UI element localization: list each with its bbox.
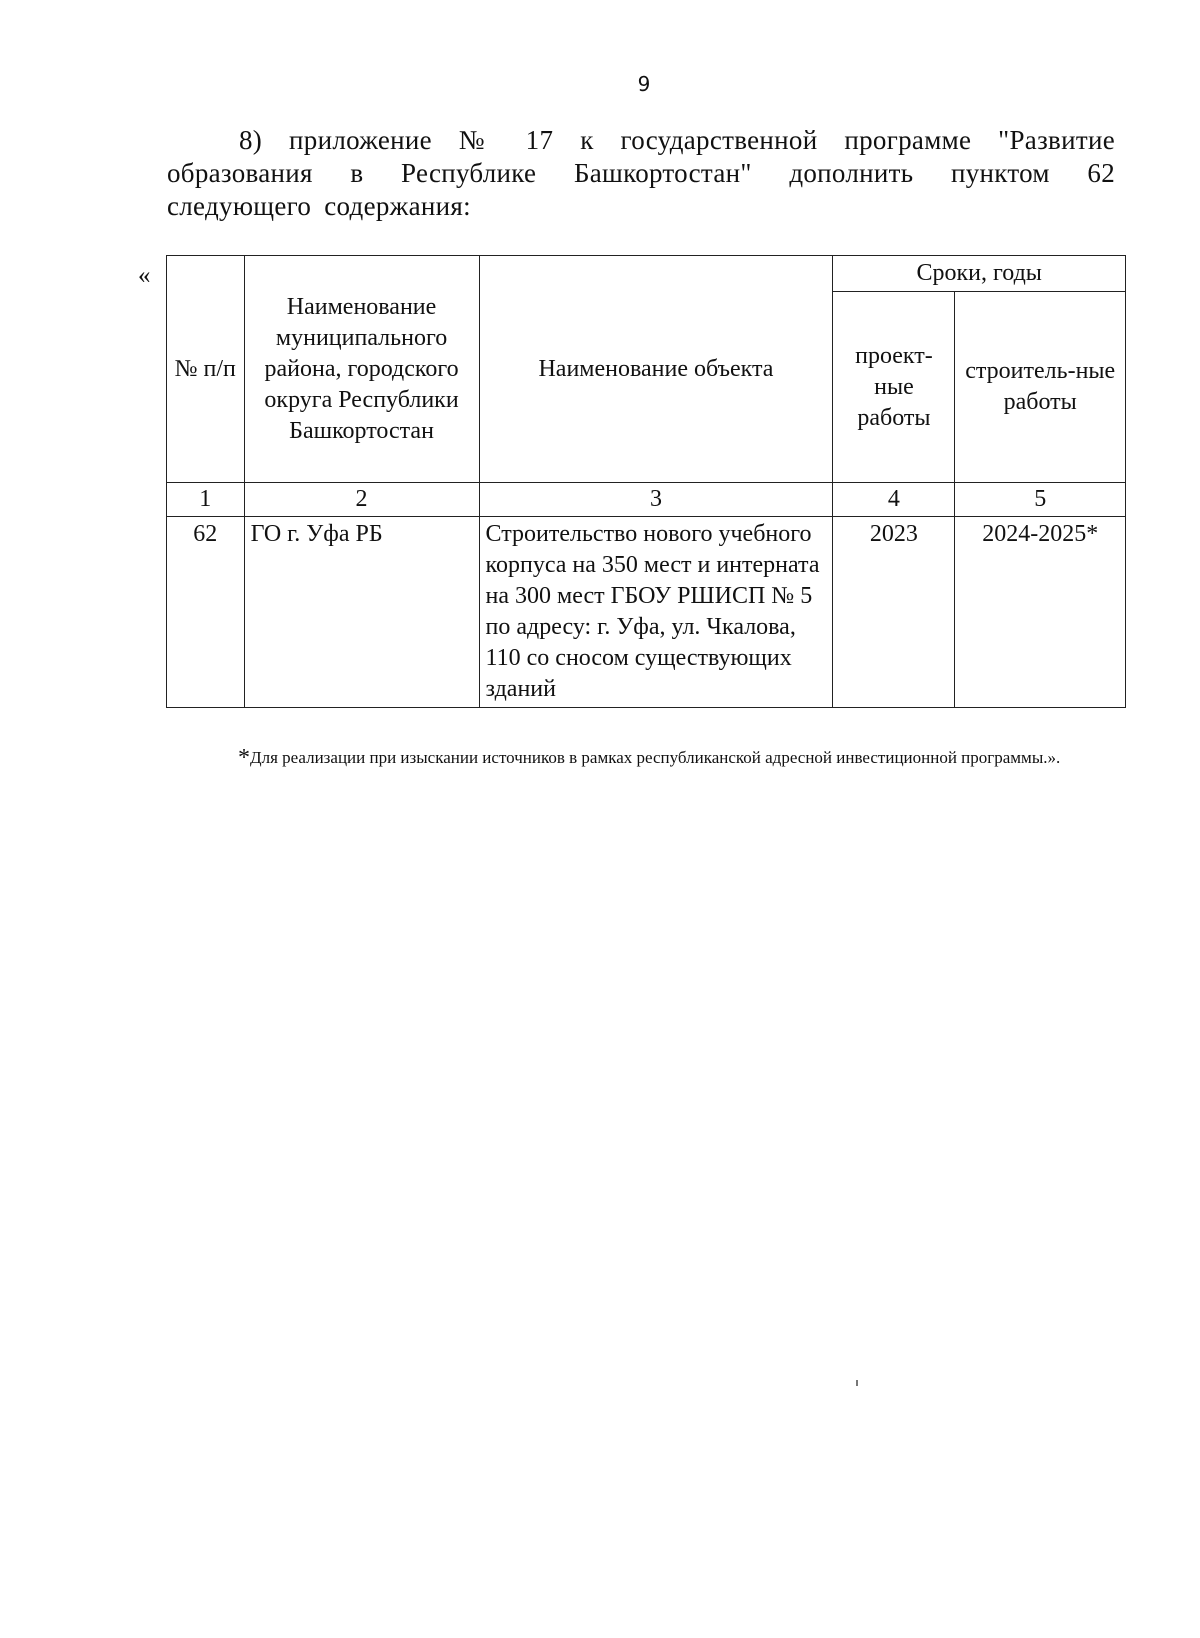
row-num: 62 [167,517,245,708]
header-district: Наименование муниципального района, городского округа Республики Башкортостан [244,256,479,483]
footnote-star: * [238,745,250,771]
column-number-1: 1 [167,483,245,517]
row-district: ГО г. Уфа РБ [244,517,479,708]
intro-paragraph: 8) приложение № 17 к государственной программе "Развитие образования в Республике Башкортостан" дополнить пунктом 62 следующего содержания: [167,125,1115,221]
footnote [166,733,1126,783]
row-construction-years: 2024-2025* [955,517,1126,708]
column-number-5: 5 [955,483,1126,517]
column-number-4: 4 [833,483,955,517]
row-object: Строительство нового учебного корпуса на 350 мест и интерната на 300 мест ГБОУ РШИСП № 5 по адресу: г. Уфа, ул. Чкалова, 110 со сносом существующих зданий [479,517,833,708]
column-number-3: 3 [479,483,833,517]
scan-speck [856,1380,858,1386]
column-numbers-row [167,483,1126,517]
header-terms: Сроки, годы [833,256,1126,292]
page-number: 9 [637,72,651,96]
header-construction-works: строитель-ные работы [955,292,1126,483]
header-num: № п/п [167,256,245,483]
table-row [167,517,1126,708]
appendix-table [166,255,1126,708]
footnote-text: Для реализации при изыскании источников в рамках республиканской адресной инвестиционной программы.». [250,748,1061,767]
opening-quote-mark: « [138,262,151,289]
header-design-works: проект-ные работы [833,292,955,483]
table-header-row [167,256,1126,292]
column-number-2: 2 [244,483,479,517]
row-design-year: 2023 [833,517,955,708]
header-object: Наименование объекта [479,256,833,483]
